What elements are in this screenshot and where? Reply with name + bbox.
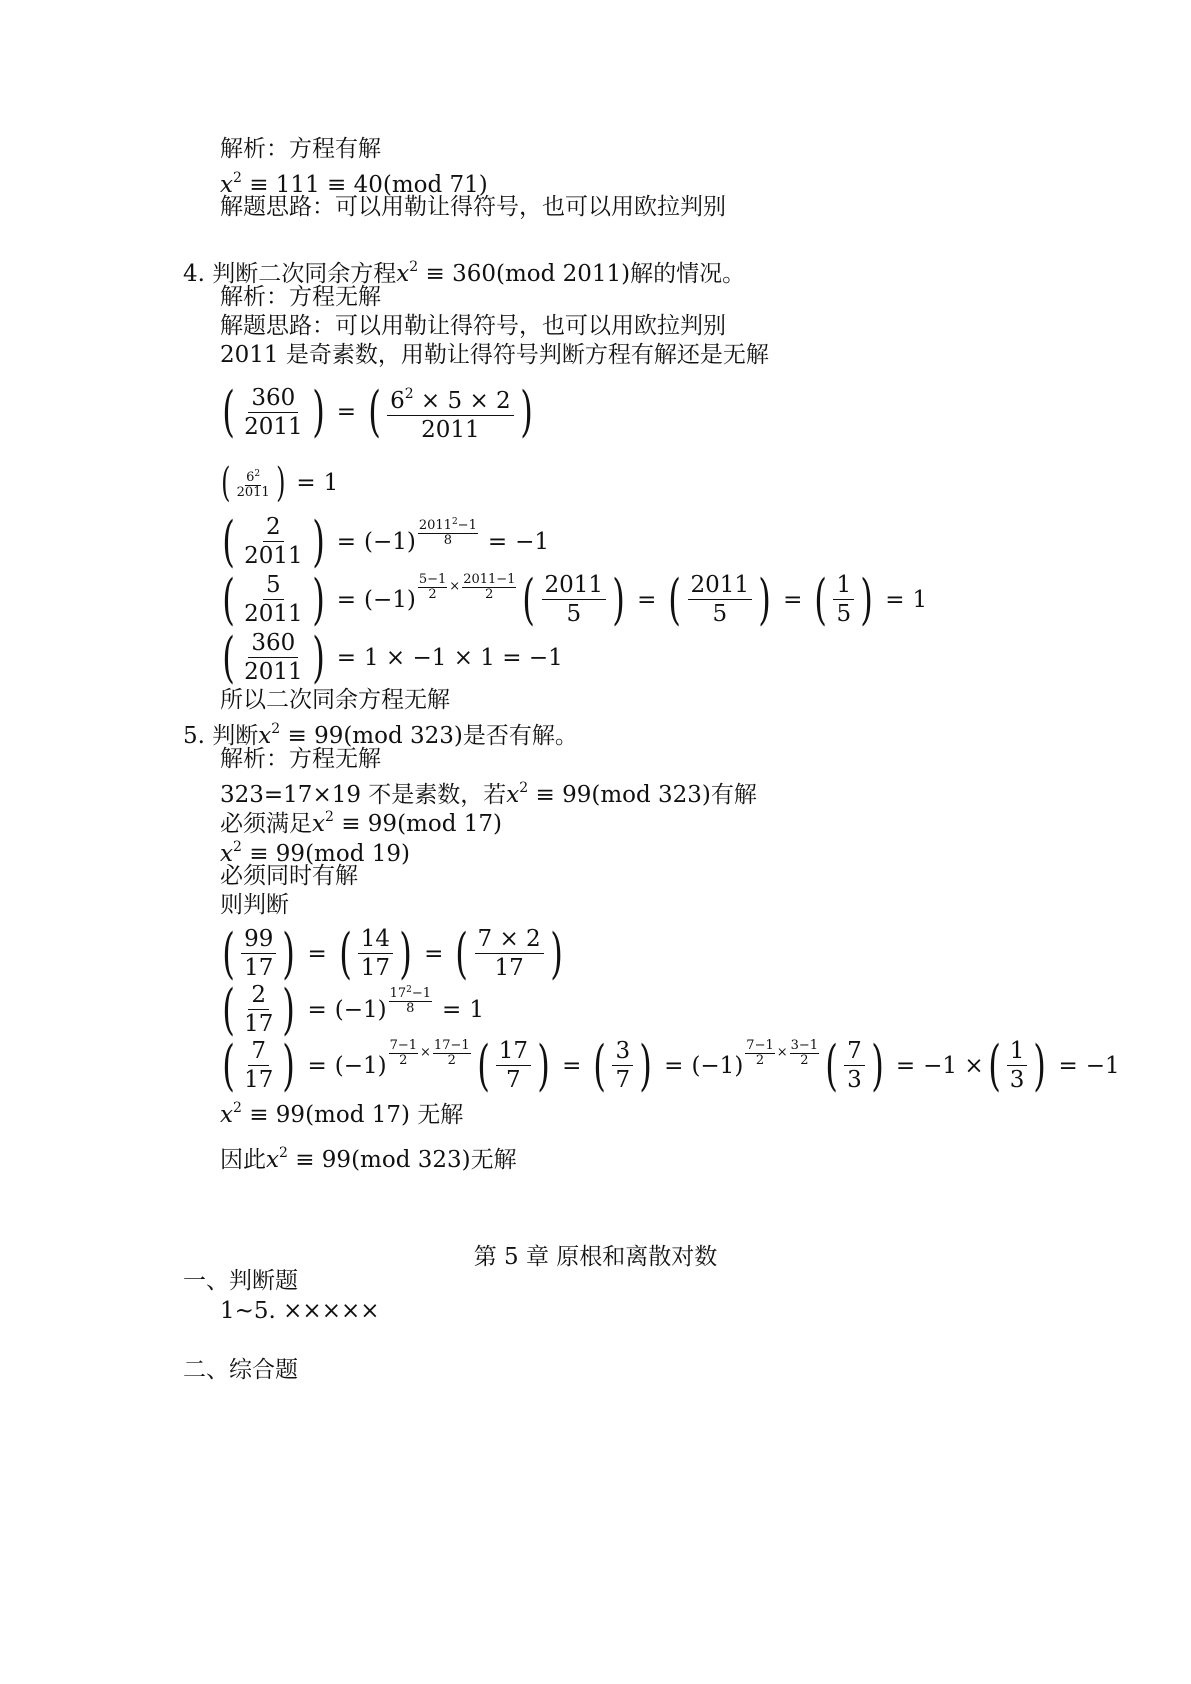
note-prefix: 323=17×19 不是素数，若 <box>220 782 507 808</box>
formula-two-term: ( $\frac{2}{2011}$ ) = (−1) $\frac{2011^2-1}{8}$ = −1 <box>222 509 550 573</box>
hint-line: 解题思路：可以用勒让得符号，也可以用欧拉判别 <box>220 313 726 339</box>
note-line: 323=17×19 不是素数，若$x^2 \equiv 99(mod$ 323)有解 <box>220 780 757 808</box>
question-5: 5. 判断$x^2 \equiv 99(mod$ 323)是否有解。 <box>183 721 578 749</box>
question-5-text: ≡ 99(mod 323)是否有解。 <box>287 723 578 749</box>
conclusion-line: 所以二次同余方程无解 <box>220 687 450 713</box>
result-line: $x^2 \equiv 99(mod$ 17) 无解 <box>220 1100 464 1128</box>
result-text: ≡ 99(mod 323)无解 <box>295 1147 517 1173</box>
formula-legendre-split: ( $\frac{360}{2011}$ ) = ( $\frac{6^2 \times 5 \times 2}{2011}$ ) <box>222 380 533 443</box>
condition-text: ≡ 99(mod 17) <box>341 811 502 837</box>
congruence-text: ≡ 111 ≡ 40(mod 71) <box>249 172 488 198</box>
chapter-title: 第 5 章 原根和离散对数 <box>473 1244 718 1270</box>
hint-line: 解题思路：可以用勒让得符号，也可以用欧拉判别 <box>220 194 726 220</box>
question-4: 4. 判断二次同余方程$x^2 \equiv 360(mod$ 2011)解的情况。 <box>183 259 746 287</box>
formula-7-17: ( $\frac{7}{17}$ ) = (−1) $\frac{7-1}{2}$ × $\frac{17-1}{2}$ ( $\frac{17}{7}$ ) = ( $\frac{3}{7}$ ) = (−1) $\frac{7-1}{2}$ × $\frac{3-1}{2}$ ( $\frac{7}{3}$ ) = −1 × ( $\frac{1}{3}$ ) = −1 <box>222 1033 1120 1097</box>
result-text: ≡ 99(mod 17) 无解 <box>249 1102 464 1128</box>
answer-line: 解析：方程有解 <box>220 136 381 162</box>
result-line: 因此$x^2 \equiv 99(mod$ 323)无解 <box>220 1145 517 1173</box>
formula-99-17: ( $\frac{99}{17}$ ) = ( $\frac{14}{17}$ ) = ( $\frac{7 \times 2}{17}$ ) <box>222 921 563 985</box>
answer-line: 解析：方程无解 <box>220 746 381 772</box>
condition-prefix: 必须满足 <box>220 811 312 837</box>
answer-line: 1~5. ××××× <box>220 1298 380 1324</box>
section-heading: 二、综合题 <box>183 1357 298 1383</box>
question-4-prefix: 4. 判断二次同余方程 <box>183 261 397 287</box>
formula-square-term: ( $\frac{6^2}{2011}$ ) = 1 <box>221 460 339 506</box>
formula-five-term: ( $\frac{5}{2011}$ ) = (−1) $\frac{5-1}{2}$ × $\frac{2011-1}{2}$ ( $\frac{2011}{5}$ ) = ( $\frac{2011}{5}$ ) = ( $\frac{1}{5}$ ) = 1 <box>222 567 928 631</box>
condition-text: ≡ 99(mod 19) <box>249 841 410 867</box>
result-prefix: 因此 <box>220 1147 266 1173</box>
condition-line: $x^2 \equiv 99(mod$ 19) <box>220 839 410 867</box>
condition-line: 必须满足$x^2 \equiv 99(mod$ 17) <box>220 809 502 837</box>
formula-2-17: ( $\frac{2}{17}$ ) = (−1) $\frac{17^2-1}{8}$ = 1 <box>222 977 484 1041</box>
note-line: 则判断 <box>220 892 289 918</box>
congruence-line: $x^2 \equiv 111 \equiv 40(mod$ 71) <box>220 170 488 198</box>
question-5-prefix: 5. 判断 <box>183 723 259 749</box>
note-line: 必须同时有解 <box>220 863 358 889</box>
answer-line: 解析：方程无解 <box>220 284 381 310</box>
question-4-text: ≡ 360(mod 2011)解的情况。 <box>425 261 746 287</box>
note-line: 2011 是奇素数，用勒让得符号判断方程有解还是无解 <box>220 342 769 368</box>
note-text: ≡ 99(mod 323)有解 <box>535 782 757 808</box>
section-heading: 一、判断题 <box>183 1268 298 1294</box>
formula-product: ( $\frac{360}{2011}$ ) = 1 × −1 × 1 = −1 <box>222 625 563 689</box>
